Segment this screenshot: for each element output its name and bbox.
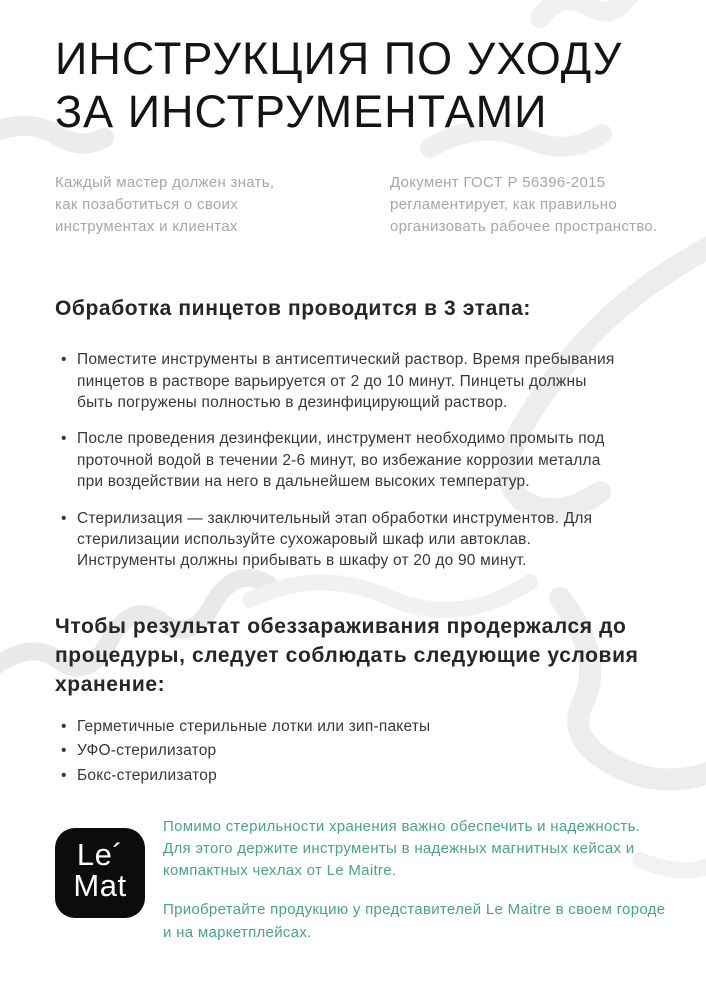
list-item-text: Стерилизация — заключительный этап обработки инструментов. Для стерилизации используйте сухожаровый шкаф или автоклав. Инструменты должны прибывать в шкафу от 20 до 90 минут. [77,509,593,570]
bullet-marker: • [61,351,67,369]
intro-section [55,172,666,238]
list-item-text: УФО-стерилизатор [77,742,217,760]
intro-left-column [55,172,390,238]
list-item-text: Герметичные стерильные лотки или зип-пакеты [77,717,431,735]
bullet-marker: • [61,430,67,448]
bullet-marker: • [61,509,67,527]
list-item [61,508,616,572]
intro-left-line: инструментах и клиентах [55,217,238,235]
lemat-logo-text-line-2: Mat [73,867,127,903]
bullet-marker: • [61,742,67,760]
page-title-line-2: ЗА ИНСТРУМЕНТАМИ [55,86,548,138]
page-title [55,32,666,138]
lemat-logo [55,828,145,918]
intro-right-line: Документ ГОСТ Р 56396-2015 [390,174,606,192]
bullet-marker: • [61,717,67,735]
list-item [61,428,616,492]
footer-paragraph-purchase: Приобретайте продукцию у представителей Le Maitre в своем городе и на маркетплейсах. [163,901,666,941]
storage-conditions-heading: Чтобы результат обеззараживания продержался до процедуры, следует соблюдать следующие условия хранение: [55,614,639,697]
footer-section [55,816,666,961]
footer-text-block [163,816,666,961]
intro-right-line: организовать рабочее пространство. [390,217,658,235]
page-title-line-1: ИНСТРУКЦИЯ ПО УХОДУ [55,33,623,84]
processing-steps-list [55,349,616,571]
list-item-text: Бокс-стерилизатор [77,766,217,784]
list-item [61,765,616,786]
lemat-logo-text-line-1: Le´ [76,836,124,872]
list-item [61,716,616,737]
intro-right-column [390,172,666,238]
list-item [61,740,616,761]
intro-left-line: Каждый мастер должен знать, [55,174,275,192]
processing-steps-heading: Обработка пинцетов проводится в 3 этапа: [55,296,532,320]
storage-options-list [55,716,616,786]
list-item-text: После проведения дезинфекции, инструмент необходимо промыть под проточной водой в течении 2-6 минут, во избежание коррозии металла при воздействии на него в дальнейшем высоких температур. [77,430,605,491]
list-item-text: Поместите инструменты в антисептический раствор. Время пребывания пинцетов в растворе варьируется от 2 до 10 минут. Пинцеты должны быть погружены полностью в дезинфицирующий раствор. [77,351,615,411]
intro-right-line: регламентирует, как правильно [390,196,618,214]
intro-left-line: как позаботиться о своих [55,196,239,214]
bullet-marker: • [61,766,67,784]
list-item [61,349,616,413]
footer-paragraph-storage: Помимо стерильности хранения важно обеспечить и надежность. Для этого держите инструменты в надежных магнитных кейсах и компактных чехлах от Le Maitre. [163,817,641,880]
